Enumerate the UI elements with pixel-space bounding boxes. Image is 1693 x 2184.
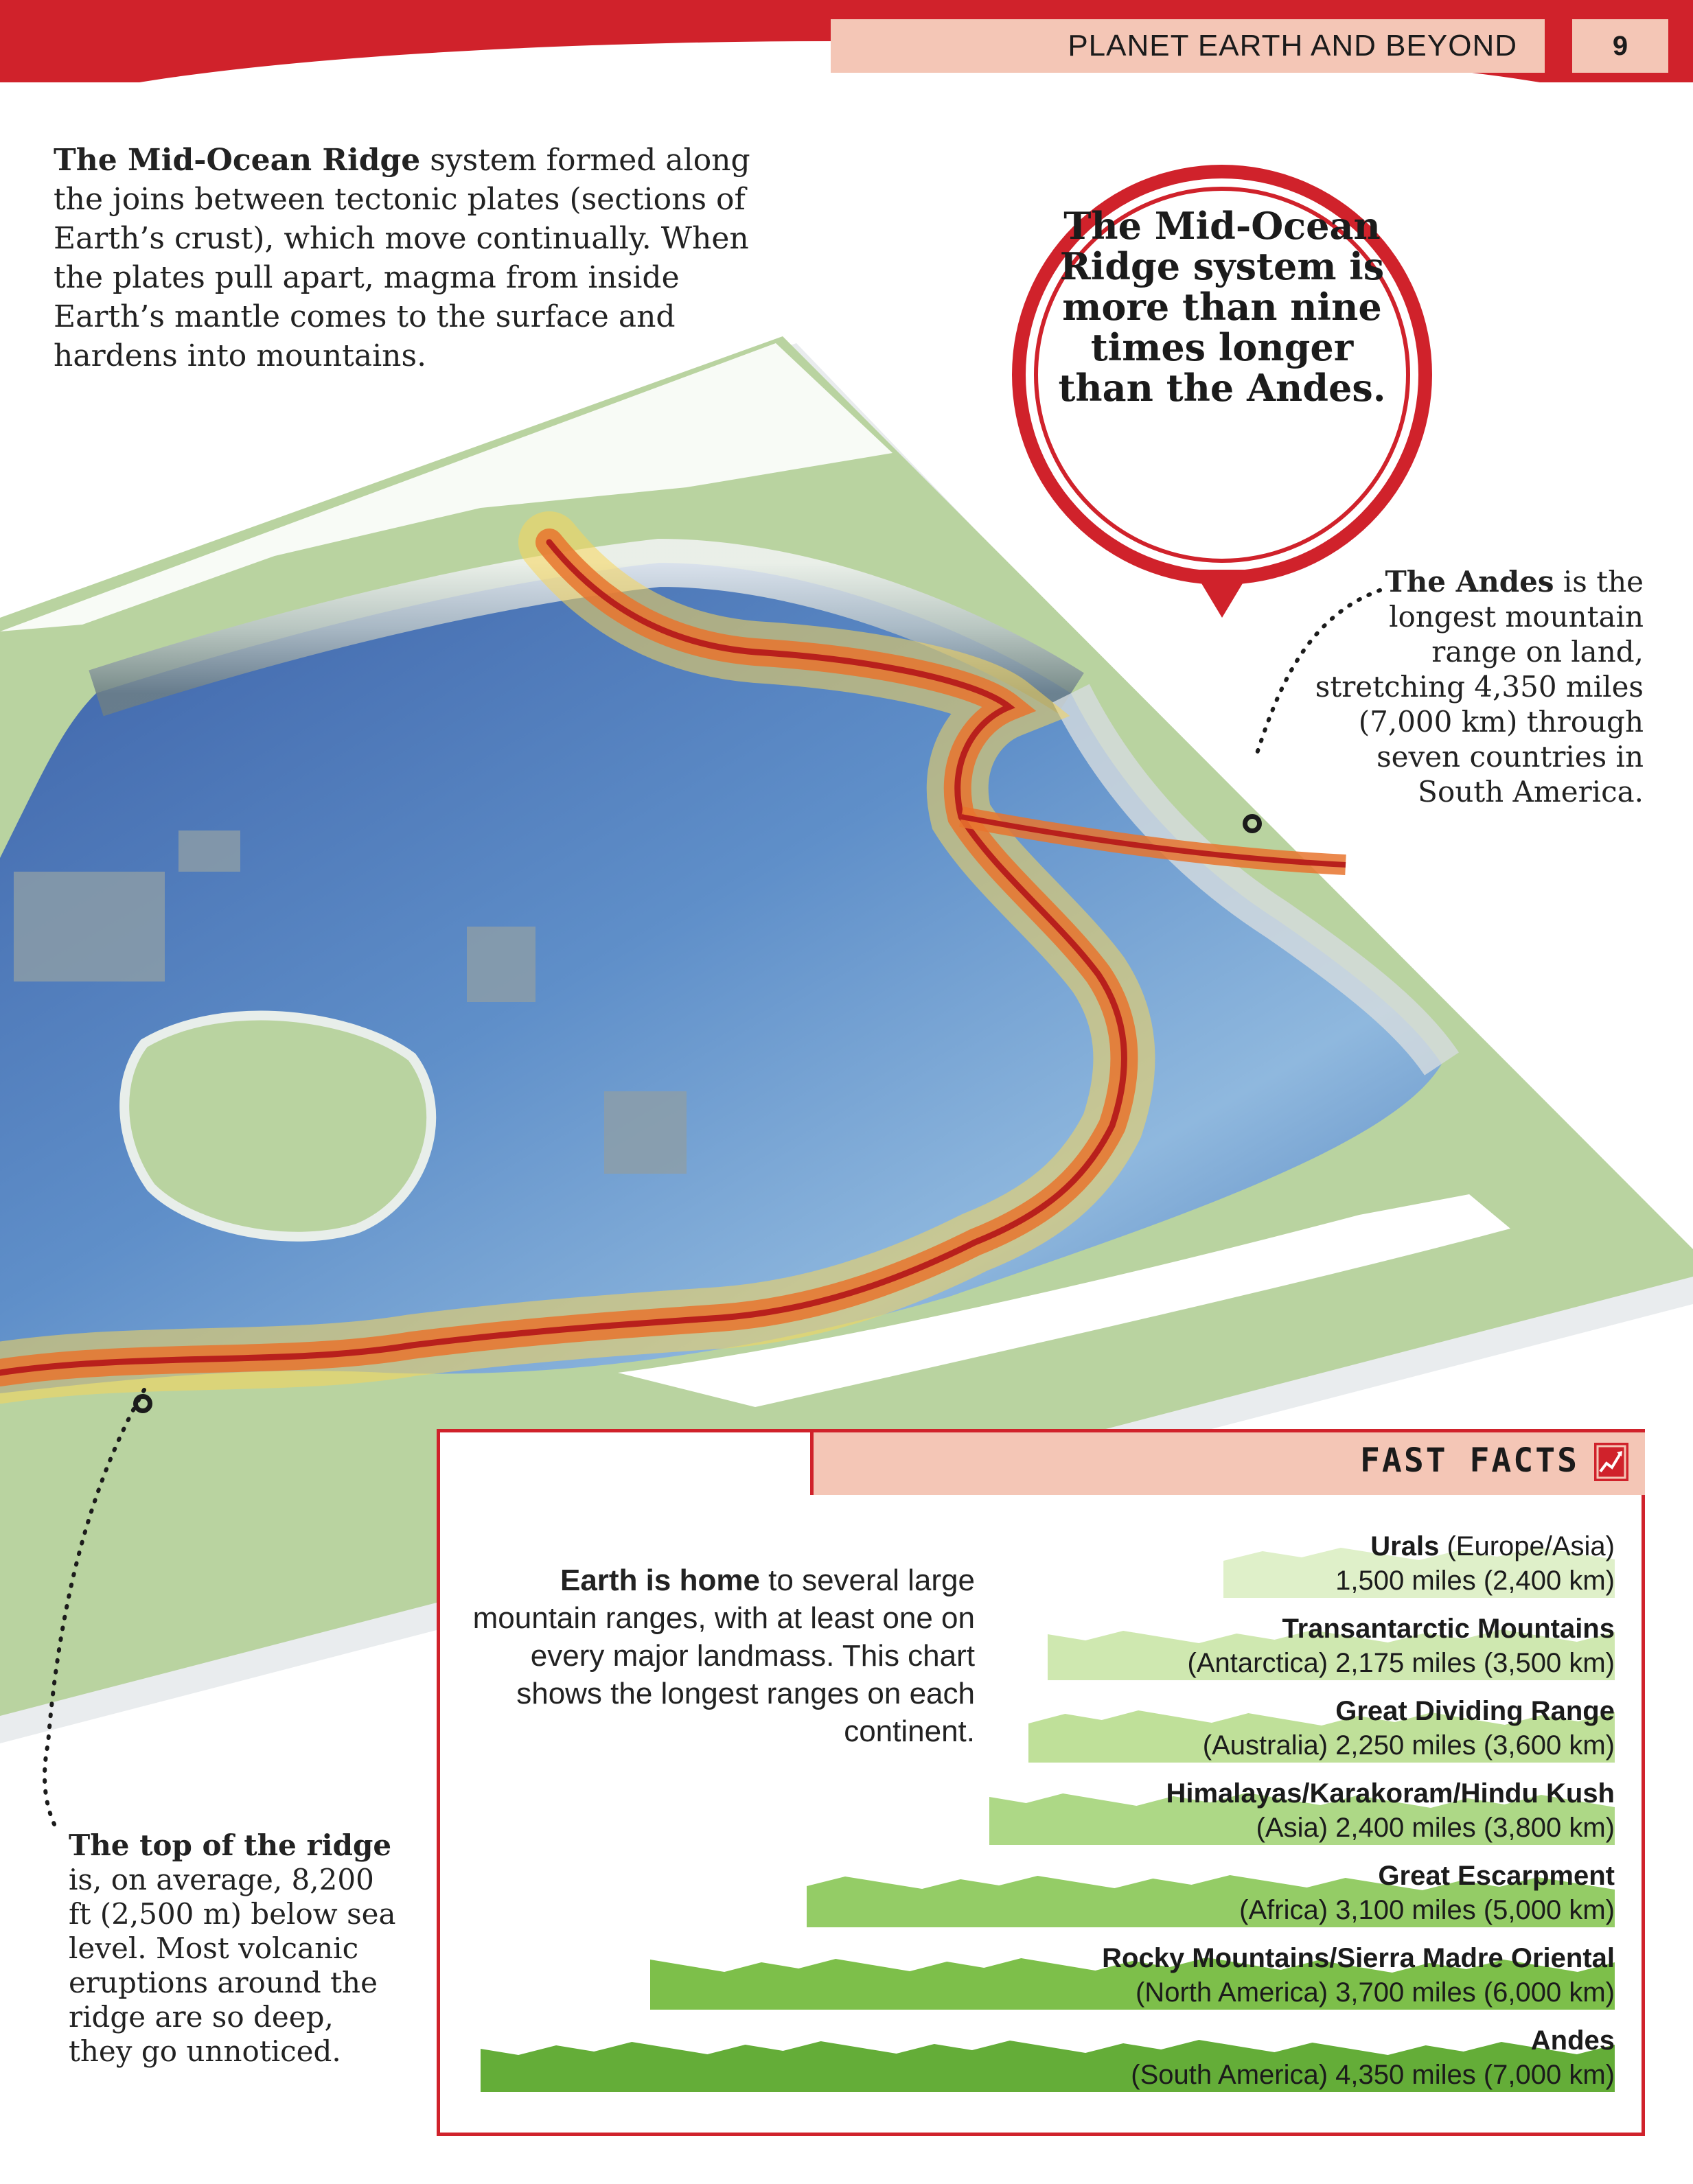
- range-bar: [807, 1859, 1615, 1927]
- chart-icon: [1594, 1443, 1628, 1481]
- range-title: Great Escarpment: [1378, 1861, 1615, 1891]
- fast-facts-intro: [453, 1561, 975, 1750]
- andes-caption-body: is the longest mountain range on land, stretching 4,350 miles (7,000 km) through seven countries in South America.: [1315, 565, 1644, 809]
- intro-lead: The Mid-Ocean Ridge: [54, 143, 421, 178]
- fast-facts-title: FAST FACTS: [1360, 1441, 1579, 1480]
- range-detail: 1,500 miles (2,400 km): [1335, 1566, 1615, 1596]
- range-detail: (South America) 4,350 miles (7,000 km): [1131, 2060, 1615, 2090]
- range-title: Andes: [1530, 2025, 1615, 2056]
- range-name: [1282, 1612, 1615, 1646]
- range-detail: (Africa) 3,100 miles (5,000 km): [1239, 1895, 1615, 1925]
- intro-body: system formed along the joins between tectonic plates (sections of Earth’s crust), which move continually. When the plates pull apart, magma from inside Earth’s mantle comes to the surface and hardens into mountains.: [54, 143, 750, 373]
- range-detail: (Australia) 2,250 miles (3,600 km): [1202, 1730, 1615, 1761]
- section-title: PLANET EARTH AND BEYOND: [831, 19, 1545, 73]
- range-detail: (North America) 3,700 miles (6,000 km): [1135, 1977, 1615, 2008]
- andes-marker: [1243, 814, 1262, 833]
- range-name: [1370, 1529, 1615, 1564]
- range-name: [1378, 1859, 1615, 1893]
- range-detail: (Asia) 2,400 miles (3,800 km): [1256, 1813, 1615, 1843]
- range-bar: [481, 2023, 1615, 2092]
- fast-facts-intro-lead: Earth is home: [560, 1564, 760, 1597]
- range-name: [1335, 1694, 1615, 1728]
- range-name: [1102, 1941, 1615, 1975]
- range-title: Rocky Mountains/Sierra Madre Oriental: [1102, 1943, 1615, 1973]
- ridge-caption-body: is, on average, 8,200 ft (2,500 m) below sea level. Most volcanic eruptions around the ridge are so deep, they go unnoticed.: [69, 1863, 396, 2068]
- fast-facts-intro-body: to several large mountain ranges, with at least one on every major landmass. This chart shows the longest ranges on each continent.: [472, 1564, 975, 1748]
- callout-text: The Mid-Ocean Ridge system is more than nine times longer than the Andes.: [1058, 204, 1386, 410]
- australia-land: [124, 1016, 431, 1237]
- range-bar: [1048, 1612, 1615, 1680]
- range-bar: [1223, 1529, 1615, 1598]
- range-title: Great Dividing Range: [1335, 1696, 1615, 1726]
- callout-pointer: [1193, 570, 1251, 618]
- page-number: 9: [1572, 19, 1668, 73]
- range-name: [1531, 2023, 1615, 2058]
- range-title: Urals: [1370, 1531, 1440, 1561]
- range-bar: [1028, 1694, 1615, 1763]
- range-bar: [650, 1941, 1615, 2010]
- ridge-caption: [69, 1828, 398, 2069]
- ridge-marker: [133, 1394, 152, 1413]
- range-title: Transantarctic Mountains: [1282, 1614, 1615, 1644]
- range-detail: (Antarctica) 2,175 miles (3,500 km): [1187, 1648, 1615, 1678]
- range-title: Himalayas/Karakoram/Hindu Kush: [1166, 1778, 1615, 1809]
- andes-caption: [1304, 564, 1644, 809]
- ridge-caption-lead: The top of the ridge: [69, 1828, 392, 1862]
- andes-caption-lead: The Andes: [1385, 565, 1554, 599]
- range-bar: [989, 1776, 1615, 1845]
- range-name: [1166, 1776, 1615, 1811]
- range-region: (Europe/Asia): [1439, 1531, 1615, 1561]
